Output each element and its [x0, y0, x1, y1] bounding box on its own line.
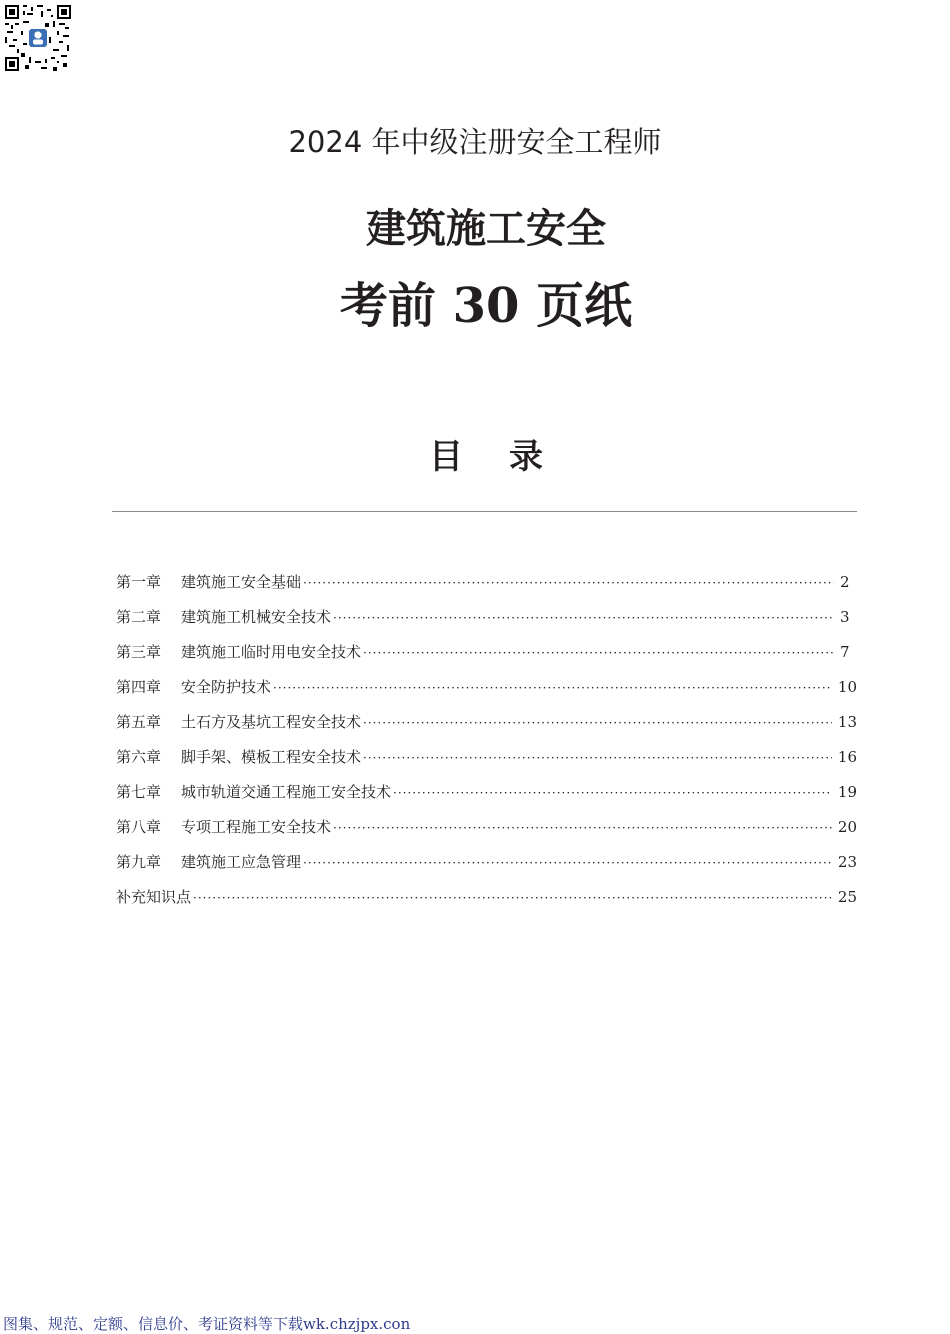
toc-entry-chapter-1[interactable] — [116, 570, 857, 605]
toc-page-number: 10 — [837, 678, 857, 696]
footer-download-link[interactable]: 图集、规范、定额、信息价、考证资料等下载wk.chzjpx.con — [3, 1315, 411, 1333]
toc-entry-title: 补充知识点 — [116, 888, 192, 906]
toc-page-number: 7 — [840, 643, 850, 661]
toc-chapter-label: 第三章 — [116, 643, 162, 661]
toc-entry-chapter-5[interactable] — [116, 710, 857, 745]
toc-dot-leader — [193, 886, 832, 910]
qr-code-icon — [5, 5, 71, 71]
document-subtitle: 考前 30 页纸 — [339, 278, 633, 334]
toc-entry-supplement[interactable] — [116, 885, 857, 920]
toc-entry-title: 土石方及基坑工程安全技术 — [181, 713, 362, 731]
toc-page-number: 20 — [837, 818, 857, 836]
toc-entry-chapter-7[interactable] — [116, 780, 857, 815]
toc-dot-leader — [303, 571, 834, 595]
toc-dot-leader — [363, 641, 834, 665]
toc-entry-chapter-9[interactable] — [116, 850, 857, 885]
toc-chapter-label: 第九章 — [116, 853, 162, 871]
toc-entry-chapter-6[interactable] — [116, 745, 857, 780]
subject-title: 建筑施工安全 — [366, 206, 606, 252]
toc-entry-chapter-2[interactable] — [116, 605, 857, 640]
toc-dot-leader — [333, 816, 832, 840]
toc-entry-title: 建筑施工应急管理 — [181, 853, 302, 871]
toc-entry-title: 城市轨道交通工程施工安全技术 — [181, 783, 392, 801]
toc-chapter-label: 第七章 — [116, 783, 162, 801]
toc-entry-title: 脚手架、模板工程安全技术 — [181, 748, 362, 766]
toc-entry-title: 安全防护技术 — [181, 678, 272, 696]
toc-divider — [112, 511, 857, 512]
toc-entry-chapter-4[interactable] — [116, 675, 857, 710]
toc-dot-leader — [273, 676, 832, 700]
toc-page-number: 13 — [837, 713, 857, 731]
table-of-contents — [116, 570, 857, 920]
toc-entry-title: 建筑施工临时用电安全技术 — [181, 643, 362, 661]
toc-dot-leader — [363, 746, 832, 770]
toc-page-number: 23 — [837, 853, 857, 871]
toc-chapter-label: 第一章 — [116, 573, 162, 591]
exam-year-title: 2024 年中级注册安全工程师 — [288, 125, 662, 159]
toc-entry-title: 专项工程施工安全技术 — [181, 818, 332, 836]
toc-entry-chapter-3[interactable] — [116, 640, 857, 675]
toc-dot-leader — [393, 781, 832, 805]
toc-dot-leader — [363, 711, 832, 735]
toc-entry-title: 建筑施工机械安全技术 — [181, 608, 332, 626]
toc-entry-chapter-8[interactable] — [116, 815, 857, 850]
toc-dot-leader — [303, 851, 832, 875]
toc-chapter-label: 第五章 — [116, 713, 162, 731]
toc-entry-title: 建筑施工安全基础 — [181, 573, 302, 591]
toc-heading: 目录 — [429, 437, 589, 477]
toc-chapter-label: 第二章 — [116, 608, 162, 626]
toc-chapter-label: 第六章 — [116, 748, 162, 766]
toc-page-number: 2 — [840, 573, 850, 591]
toc-chapter-label: 第八章 — [116, 818, 162, 836]
toc-dot-leader — [333, 606, 834, 630]
toc-page-number: 3 — [840, 608, 850, 626]
toc-chapter-label: 第四章 — [116, 678, 162, 696]
toc-page-number: 16 — [837, 748, 857, 766]
toc-page-number: 25 — [837, 888, 857, 906]
toc-page-number: 19 — [837, 783, 857, 801]
